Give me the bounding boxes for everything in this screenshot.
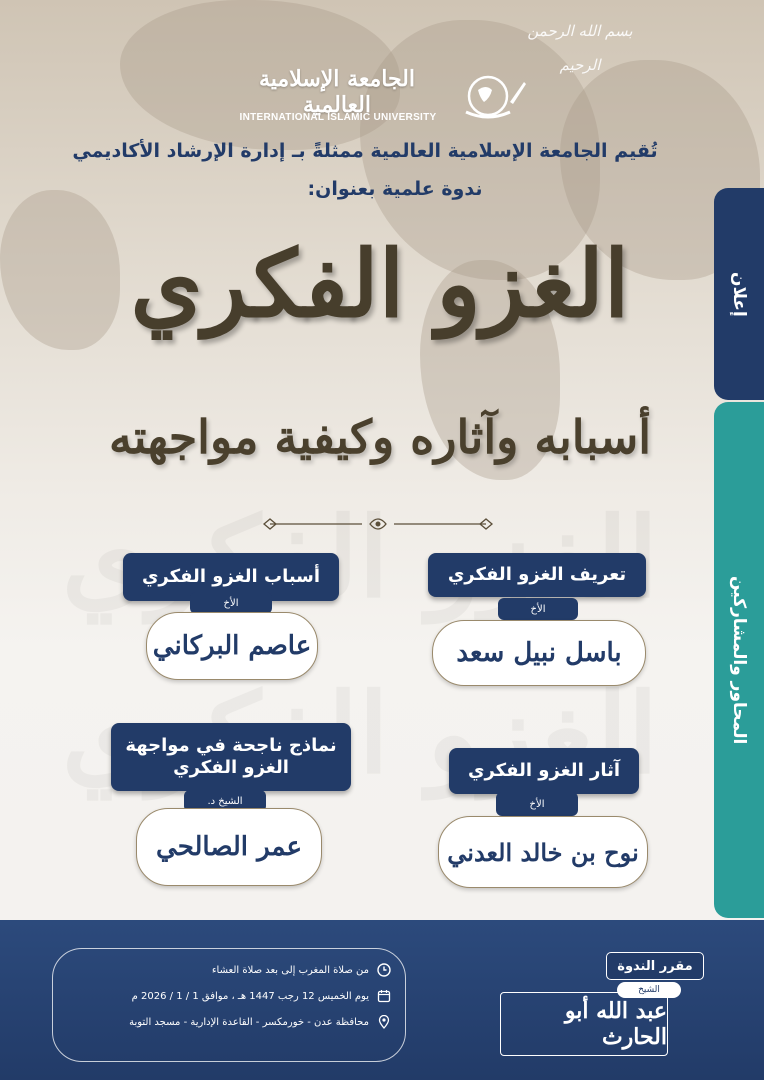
ornament-divider-icon <box>262 514 494 534</box>
location-pin-icon <box>377 1015 391 1029</box>
intro-line-2: ندوة علمية بعنوان: <box>307 178 483 200</box>
event-date-row <box>65 989 391 1003</box>
sub-title: أسبابه وآثاره وكيفية مواجهته <box>108 410 652 464</box>
main-title: الغزو الفكري <box>130 230 630 338</box>
event-time-row <box>65 963 391 977</box>
topic-title-4: نماذج ناجحة في مواجهة الغزو الفكري <box>111 723 351 791</box>
speaker-title-badge-4: الشيخ د. <box>184 790 266 812</box>
event-time: من صلاة المغرب إلى بعد صلاة العشاء <box>211 964 369 976</box>
calendar-icon <box>377 989 391 1003</box>
event-location-row <box>65 1015 391 1029</box>
university-name-ar: الجامعة الإسلامية العالمية <box>258 66 415 118</box>
clock-icon <box>377 963 391 977</box>
reporter-name: عبد الله أبو الحارث <box>500 992 668 1056</box>
speaker-title-badge-3: الأخ <box>496 792 578 816</box>
event-location: محافظة عدن - خورمكسر - القاعدة الإدارية - مسجد التوبة <box>129 1016 369 1028</box>
speaker-title-badge-1: الأخ <box>498 598 578 620</box>
speaker-name-2: عاصم البركاني <box>146 612 318 680</box>
university-logo <box>220 66 550 130</box>
speaker-name-4: عمر الصالحي <box>136 808 322 886</box>
topic-title-2: أسباب الغزو الفكري <box>123 553 339 601</box>
speaker-title-badge-2: الأخ <box>190 592 272 614</box>
side-tab-announcement <box>714 188 764 400</box>
topic-title-1: تعريف الغزو الفكري <box>428 553 646 597</box>
speaker-name-1: باسل نبيل سعد <box>432 620 646 686</box>
basmala: بسم الله الرحمن الرحيم <box>527 22 633 74</box>
intro-line-1: تُقيم الجامعة الإسلامية العالمية ممثلةً بـ إدارة الإرشاد الأكاديمي <box>72 140 658 162</box>
reporter-title-badge: الشيخ <box>617 982 681 998</box>
event-info-box <box>52 948 406 1062</box>
speaker-name-3: نوح بن خالد العدني <box>438 816 648 888</box>
reporter-label: مقرر الندوة <box>606 952 704 980</box>
side-tab-topics <box>714 402 764 918</box>
university-logo-icon <box>458 72 530 124</box>
event-date: يوم الخميس 12 رجب 1447 هـ ، موافق 1 / 1 / 2026 م <box>131 990 369 1002</box>
topic-title-3: آثار الغزو الفكري <box>449 748 639 794</box>
side-tab-topics-label: المحاور والمشاركين <box>729 575 749 745</box>
university-name-en: INTERNATIONAL ISLAMIC UNIVERSITY <box>239 112 437 123</box>
side-tab-announcement-label: إعلان <box>729 271 749 317</box>
